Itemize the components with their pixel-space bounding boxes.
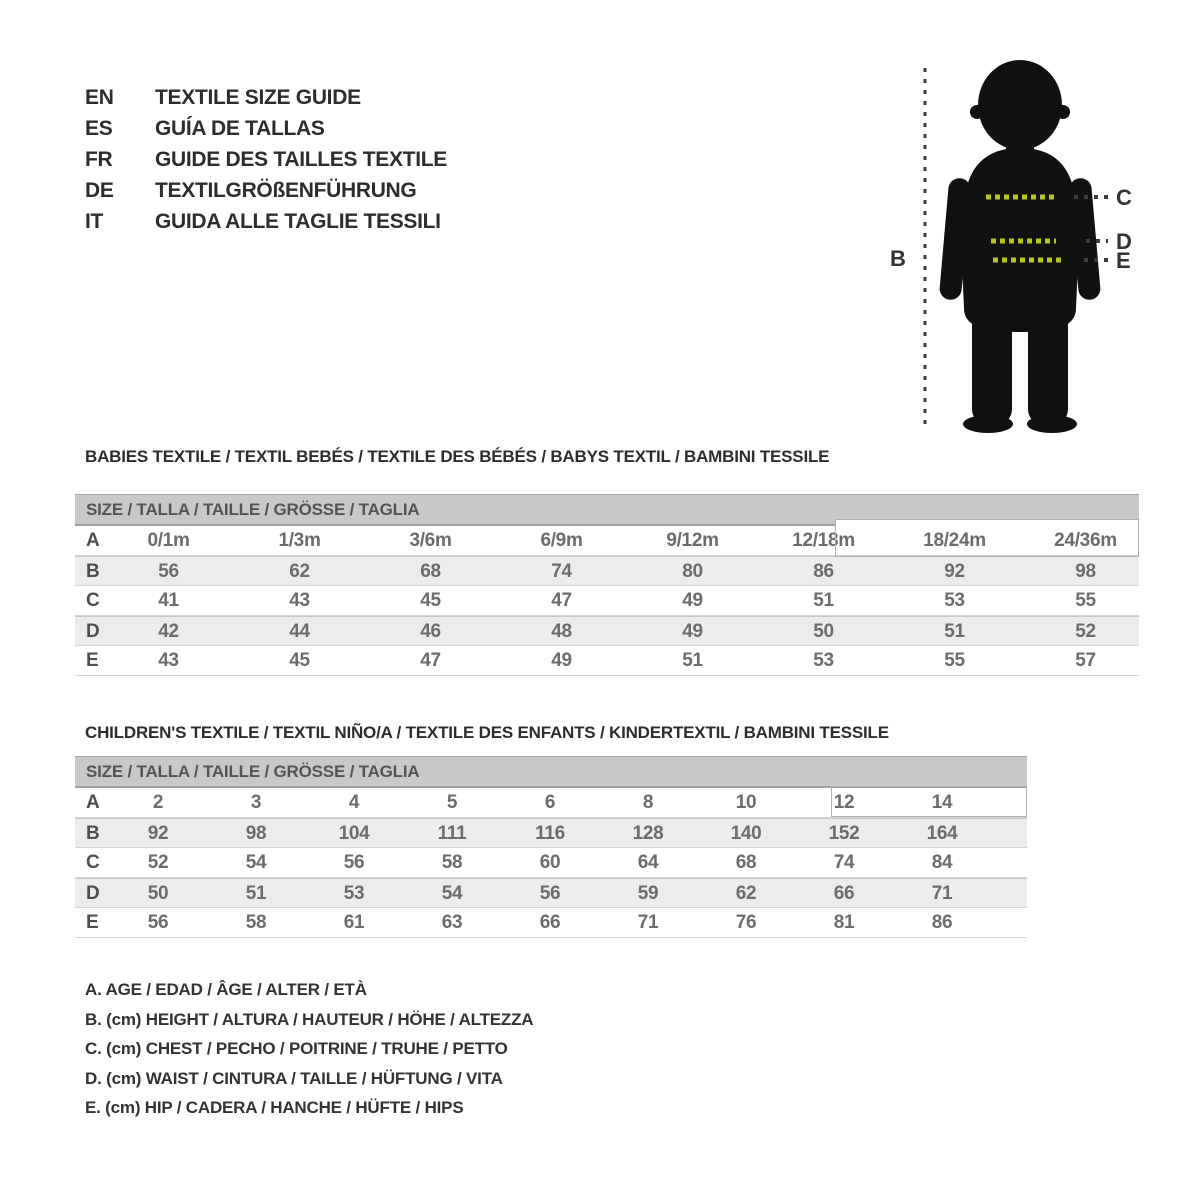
value-cell: 86	[931, 912, 953, 933]
value-cell: 47	[551, 590, 572, 611]
language-title-list	[85, 82, 447, 237]
value-cell: 76	[735, 912, 757, 933]
value-cell: 49	[682, 590, 703, 611]
babies-table	[75, 494, 1139, 676]
row-label: C	[86, 590, 100, 611]
value-cell: 58	[245, 912, 267, 933]
value-cell: 140	[730, 823, 762, 844]
language-title: TEXTILE SIZE GUIDE	[155, 86, 361, 109]
value-cell: 12	[833, 792, 855, 813]
value-cell: 66	[833, 883, 855, 904]
value-cell: 128	[632, 823, 664, 844]
row-label: A	[86, 530, 100, 551]
value-cell: 64	[637, 852, 659, 873]
value-cell: 14	[931, 792, 953, 813]
language-title: TEXTILGRÖßENFÜHRUNG	[155, 179, 417, 202]
value-cell: 63	[441, 912, 463, 933]
language-row	[85, 113, 447, 144]
value-cell: 43	[158, 650, 179, 671]
value-cell: 68	[735, 852, 757, 873]
value-cell: 4	[348, 792, 360, 813]
value-cell: 71	[637, 912, 659, 933]
value-cell: 52	[1075, 621, 1096, 642]
value-cell: 9/12m	[666, 530, 719, 551]
value-cell: 18/24m	[923, 530, 986, 551]
language-row	[85, 206, 447, 237]
value-cell: 152	[828, 823, 860, 844]
value-cell: 55	[944, 650, 965, 671]
value-cell: 42	[158, 621, 179, 642]
child-silhouette-svg	[860, 40, 1200, 460]
value-cell: 44	[289, 621, 310, 642]
row-label: E	[86, 912, 99, 933]
language-code: ES	[85, 117, 113, 140]
value-cell: 54	[245, 852, 267, 873]
value-cell: 58	[441, 852, 463, 873]
value-cell: 116	[535, 823, 565, 844]
value-cell: 56	[539, 883, 561, 904]
value-cell: 6	[544, 792, 556, 813]
value-cell: 56	[147, 912, 169, 933]
row-label: B	[86, 823, 100, 844]
size-guide-figure	[860, 40, 1200, 460]
language-code: DE	[85, 179, 114, 202]
height-label: B	[890, 246, 906, 271]
value-cell: 51	[682, 650, 703, 671]
value-cell: 49	[551, 650, 572, 671]
legend-line: A. AGE / EDAD / ÂGE / ALTER / ETÀ	[85, 980, 367, 999]
value-cell: 49	[682, 621, 703, 642]
value-cell: 68	[420, 561, 441, 582]
value-cell: 10	[735, 792, 757, 813]
legend-line: B. (cm) HEIGHT / ALTURA / HAUTEUR / HÖHE / ALTEZZA	[85, 1009, 534, 1029]
value-cell: 1/3m	[278, 530, 321, 551]
language-code: EN	[85, 86, 114, 109]
babies-heading: BABIES TEXTILE / TEXTIL BEBÉS / TEXTILE DES BÉBÉS / BABYS TEXTIL / BAMBINI TESSILE	[85, 447, 830, 466]
value-cell: 81	[833, 912, 855, 933]
value-cell: 12/18m	[792, 530, 855, 551]
value-cell: 74	[833, 852, 855, 873]
table-row-B	[75, 818, 1027, 848]
value-cell: 41	[158, 590, 179, 611]
language-row	[85, 144, 447, 175]
value-cell: 92	[147, 823, 169, 844]
value-cell: 62	[289, 561, 310, 582]
value-cell: 98	[1075, 561, 1096, 582]
value-cell: 61	[343, 912, 365, 933]
value-cell: 84	[931, 852, 953, 873]
value-cell: 74	[551, 561, 572, 582]
language-code: IT	[85, 210, 104, 233]
children-table	[75, 756, 1027, 938]
value-cell: 8	[642, 792, 654, 813]
value-cell: 47	[420, 650, 441, 671]
value-cell: 71	[931, 883, 953, 904]
row-label: C	[86, 852, 100, 873]
value-cell: 45	[289, 650, 310, 671]
value-cell: 56	[343, 852, 365, 873]
value-cell: 59	[637, 883, 659, 904]
waist-label: D	[1116, 229, 1132, 254]
value-cell: 2	[152, 792, 164, 813]
language-row	[85, 175, 447, 206]
child-silhouette	[939, 60, 1102, 433]
measurement-legend	[85, 975, 533, 1123]
value-cell: 53	[813, 650, 834, 671]
language-code: FR	[85, 148, 113, 171]
value-cell: 51	[245, 883, 267, 904]
chest-label: C	[1116, 185, 1132, 210]
value-cell: 50	[813, 621, 834, 642]
value-cell: 51	[813, 590, 834, 611]
language-title: GUIDA ALLE TAGLIE TESSILI	[155, 210, 441, 233]
table-row-A	[75, 526, 1139, 556]
value-cell: 53	[343, 883, 365, 904]
value-cell: 43	[289, 590, 310, 611]
value-cell: 57	[1075, 650, 1096, 671]
size-header-band: SIZE / TALLA / TAILLE / GRÖSSE / TAGLIA	[75, 756, 1027, 788]
value-cell: 55	[1075, 590, 1096, 611]
row-label: A	[86, 792, 100, 813]
value-cell: 62	[735, 883, 757, 904]
value-cell: 48	[551, 621, 572, 642]
value-cell: 92	[944, 561, 965, 582]
legend-line: E. (cm) HIP / CADERA / HANCHE / HÜFTE / HIPS	[85, 1098, 464, 1117]
value-cell: 3	[250, 792, 262, 813]
value-cell: 56	[158, 561, 179, 582]
table-row-C	[75, 586, 1139, 616]
value-cell: 86	[813, 561, 834, 582]
table-row-B	[75, 556, 1139, 586]
size-header-band: SIZE / TALLA / TAILLE / GRÖSSE / TAGLIA	[75, 494, 1139, 526]
row-label: D	[86, 621, 100, 642]
value-cell: 3/6m	[409, 530, 452, 551]
value-cell: 80	[682, 561, 703, 582]
value-cell: 54	[441, 883, 463, 904]
table-row-A	[75, 788, 1027, 818]
row-label: D	[86, 883, 100, 904]
value-cell: 45	[420, 590, 441, 611]
table-row-D	[75, 878, 1027, 908]
language-title: GUÍA DE TALLAS	[155, 117, 325, 140]
row-label: B	[86, 561, 100, 582]
legend-line: C. (cm) CHEST / PECHO / POITRINE / TRUHE / PETTO	[85, 1039, 508, 1058]
language-title: GUIDE DES TAILLES TEXTILE	[155, 148, 447, 171]
value-cell: 5	[446, 792, 458, 813]
value-cell: 60	[539, 852, 561, 873]
value-cell: 52	[147, 852, 169, 873]
value-cell: 46	[420, 621, 441, 642]
value-cell: 53	[944, 590, 965, 611]
table-row-E	[75, 646, 1139, 676]
value-cell: 24/36m	[1054, 530, 1117, 551]
legend-line: D. (cm) WAIST / CINTURA / TAILLE / HÜFTUNG / VITA	[85, 1068, 503, 1088]
value-cell: 51	[944, 621, 965, 642]
language-row	[85, 82, 447, 113]
table-row-C	[75, 848, 1027, 878]
row-label: E	[86, 650, 99, 671]
value-cell: 0/1m	[147, 530, 190, 551]
table-row-E	[75, 908, 1027, 938]
value-cell: 66	[539, 912, 561, 933]
value-cell: 98	[245, 823, 267, 844]
value-cell: 111	[437, 823, 467, 844]
table-row-D	[75, 616, 1139, 646]
hip-label: E	[1116, 248, 1131, 273]
children-heading: CHILDREN'S TEXTILE / TEXTIL NIÑO/A / TEXTILE DES ENFANTS / KINDERTEXTIL / BAMBINI TESSILE	[85, 723, 889, 742]
value-cell: 50	[147, 883, 169, 904]
value-cell: 6/9m	[540, 530, 583, 551]
value-cell: 164	[926, 823, 958, 844]
value-cell: 104	[338, 823, 370, 844]
